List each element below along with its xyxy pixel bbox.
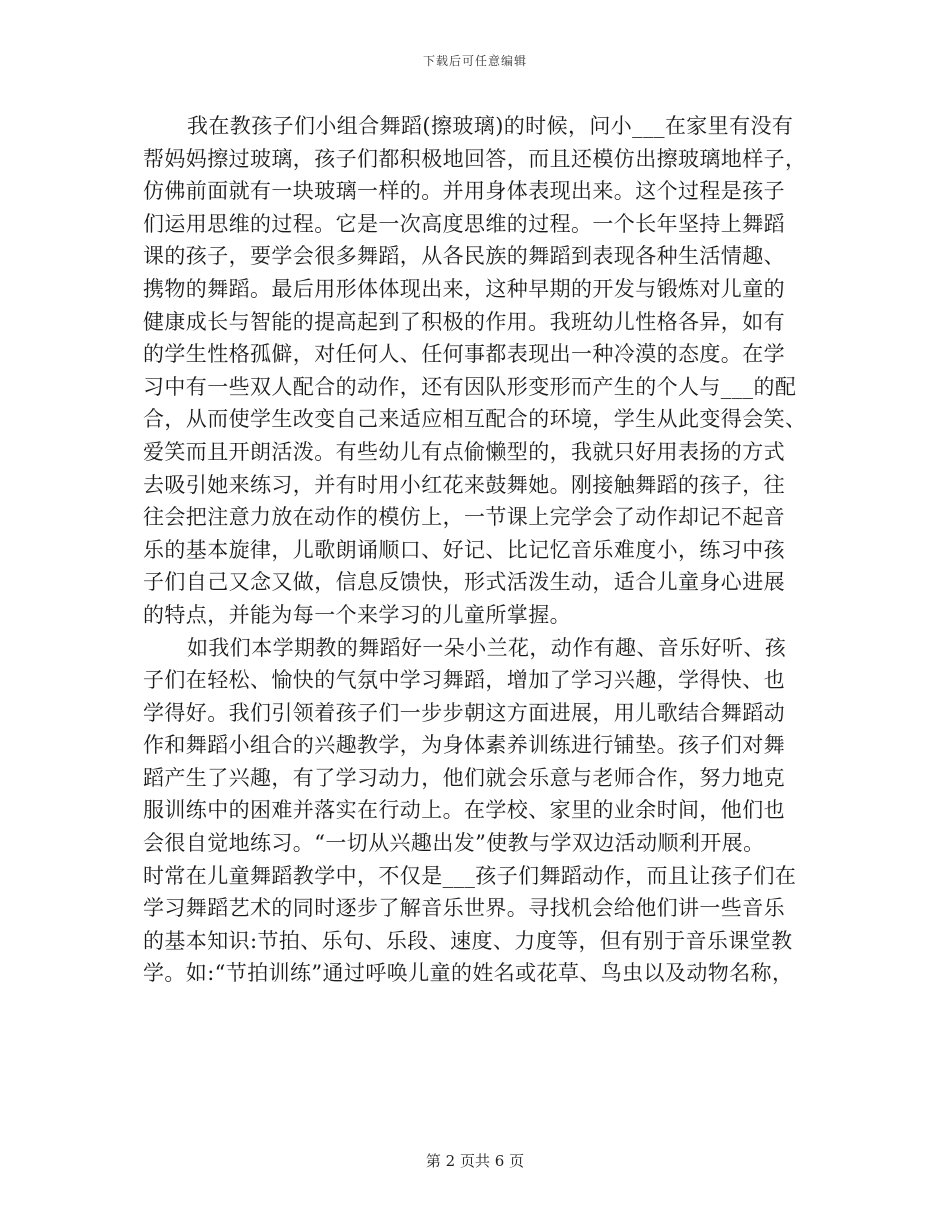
page-header: 下载后可任意编辑	[422, 54, 527, 68]
text-line: 乐的基本旋律，儿歌朗诵顺口、好记、比记忆音乐难度小，练习中孩	[143, 537, 785, 562]
text-line: 仿佛前面就有一块玻璃一样的。并用身体表现出来。这个过程是孩子	[143, 179, 785, 204]
page-number-footer: 第 2 页共 6 页	[425, 1152, 525, 1170]
text-line: 习中有一些双人配合的动作，还有因队形变形而产生的个人与___的配	[143, 374, 797, 399]
text-line: 学得好。我们引领着孩子们一步步朝这方面进展，用儿歌结合舞蹈动	[143, 700, 785, 725]
text-line: 合，从而使学生改变自己来适应相互配合的环境，学生从此变得会笑、	[143, 407, 807, 432]
text-line: 们运用思维的过程。它是一次高度思维的过程。一个长年坚持上舞蹈	[143, 211, 785, 236]
text-line: 健康成长与智能的提高起到了积极的作用。我班幼儿性格各异，如有	[143, 309, 785, 334]
text-line: 如我们本学期教的舞蹈好一朵小兰花，动作有趣、音乐好听、孩	[187, 635, 787, 660]
text-line: 服训练中的困难并落实在行动上。在学校、家里的业余时间，他们也	[143, 798, 785, 823]
text-line: 子们在轻松、愉快的气氛中学习舞蹈，增加了学习兴趣，学得快、也	[143, 668, 785, 693]
text-line: 携物的舞蹈。最后用形体体现出来，这种早期的开发与锻炼对儿童的	[143, 276, 785, 301]
text-line: 爱笑而且开朗活泼。有些幼儿有点偷懒型的，我就只好用表扬的方式	[143, 439, 785, 464]
document-body	[143, 110, 813, 990]
text-line: 会很自觉地练习。“一切从兴趣出发”使教与学双边活动顺利开展。	[143, 831, 765, 856]
text-line: 的学生性格孤僻，对任何人、任何事都表现出一种冷漠的态度。在学	[143, 342, 785, 367]
text-line: 作和舞蹈小组合的兴趣教学，为身体素养训练进行铺垫。孩子们对舞	[143, 733, 785, 758]
paragraph	[143, 632, 813, 991]
text-line: 的基本知识:节拍、乐句、乐段、速度、力度等，但有别于音乐课堂教	[143, 928, 793, 953]
text-line: 学。如:“节拍训练”通过呼唤儿童的姓名或花草、鸟虫以及动物名称，	[143, 961, 794, 986]
text-line: 课的孩子，要学会很多舞蹈，从各民族的舞蹈到表现各种生活情趣、	[143, 244, 785, 269]
text-line: 时常在儿童舞蹈教学中，不仅是___孩子们舞蹈动作，而且让孩子们在	[143, 863, 797, 888]
text-line: 子们自己又念又做，信息反馈快，形式活泼生动，适合儿童身心进展	[143, 570, 785, 595]
text-line: 我在教孩子们小组合舞蹈(擦玻璃)的时候，问小___在家里有没有	[187, 114, 794, 138]
text-line: 蹈产生了兴趣，有了学习动力，他们就会乐意与老师合作，努力地克	[143, 765, 785, 790]
text-line: 去吸引她来练习，并有时用小红花来鼓舞她。刚接触舞蹈的孩子，往	[143, 472, 785, 497]
paragraph	[143, 110, 813, 632]
text-line: 的特点，并能为每一个来学习的儿童所掌握。	[143, 602, 571, 627]
text-line: 学习舞蹈艺术的同时逐步了解音乐世界。寻找机会给他们讲一些音乐	[143, 896, 785, 921]
text-line: 帮妈妈擦过玻璃，孩子们都积极地回答，而且还模仿出擦玻璃地样子，	[143, 146, 807, 171]
text-line: 往会把注意力放在动作的模仿上，一节课上完学会了动作却记不起音	[143, 505, 785, 530]
